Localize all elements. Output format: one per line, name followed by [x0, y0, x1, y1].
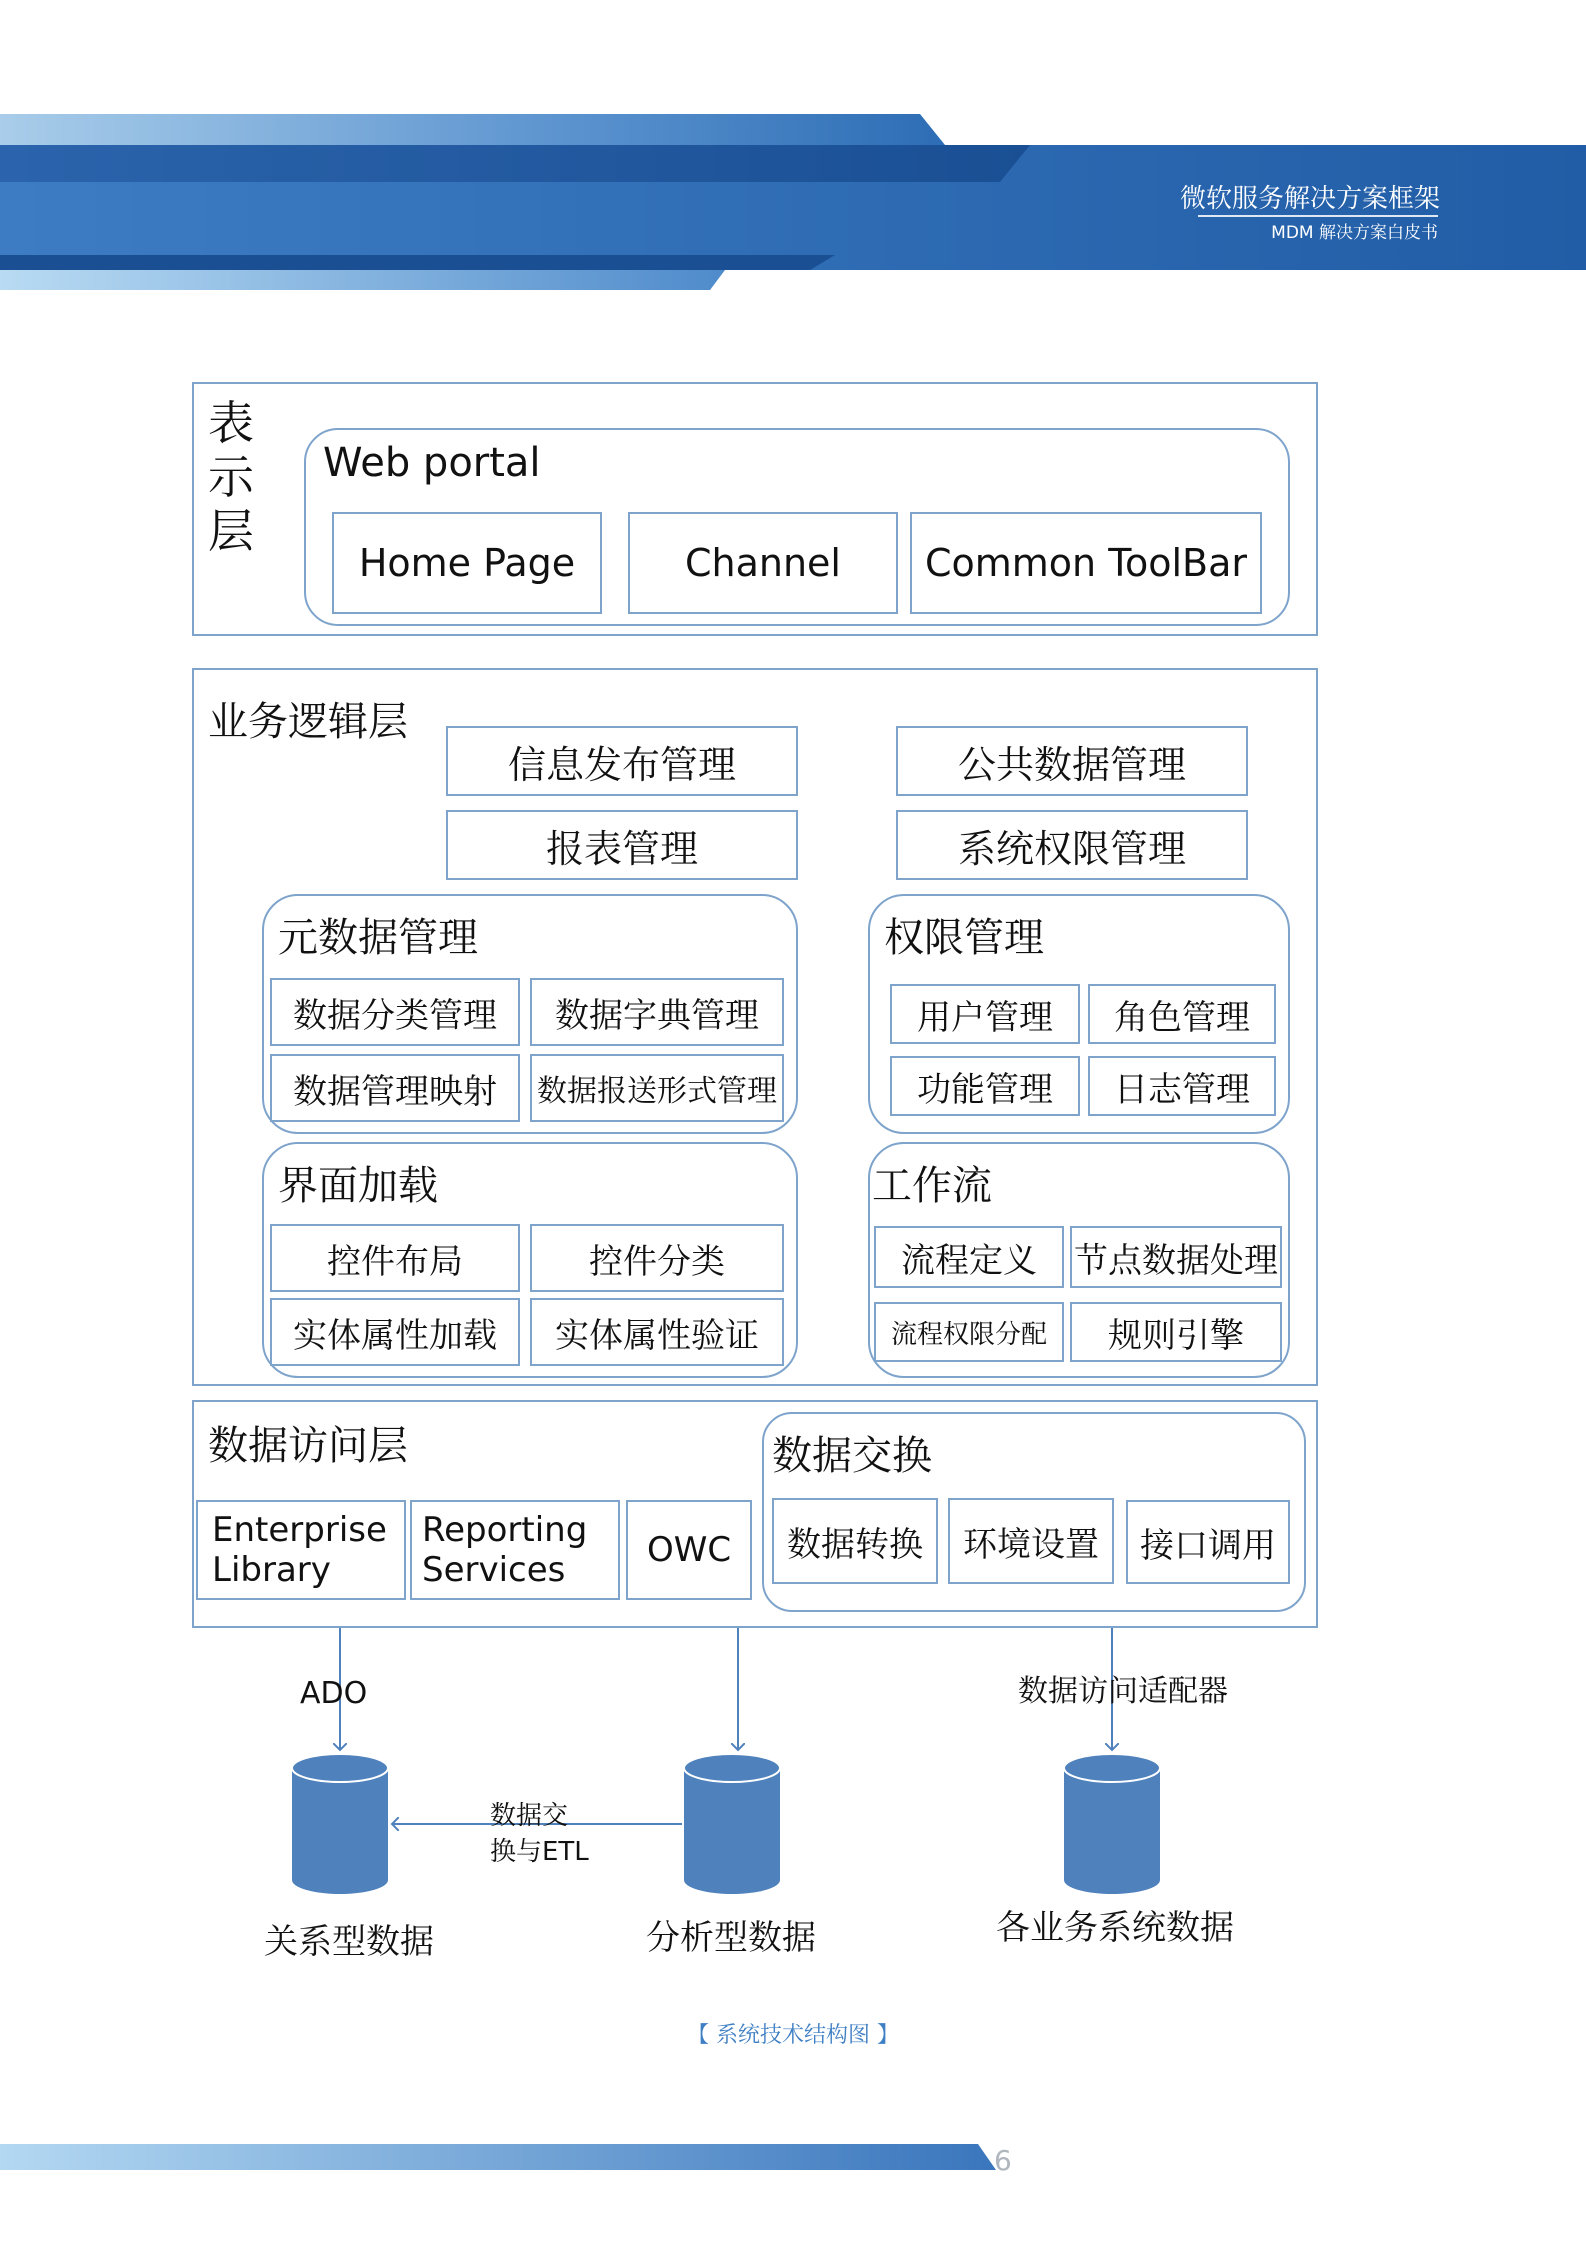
- figure-caption: 【 系统技术结构图 】: [687, 2023, 899, 2048]
- metadata-title: 元数据管理: [278, 915, 478, 961]
- metadata-item: 数据管理映射: [270, 1054, 520, 1122]
- data-exchange-item: 数据转换: [772, 1498, 938, 1584]
- presentation-layer-label: 表示层: [208, 396, 254, 558]
- metadata-item: 数据字典管理: [530, 978, 784, 1046]
- business-layer-label: 业务逻辑层: [208, 699, 408, 745]
- channel-box: Channel: [628, 512, 898, 614]
- ui-loading-title: 界面加载: [278, 1163, 438, 1209]
- web-portal-title: Web portal: [323, 440, 541, 486]
- business-db-icon: [1064, 1754, 1160, 1894]
- page-number: 6: [994, 2144, 1012, 2177]
- workflow-item: 节点数据处理: [1070, 1226, 1282, 1288]
- relational-db-icon: [292, 1754, 388, 1894]
- system-permission-box: 系统权限管理: [896, 810, 1248, 880]
- footer-bar: [0, 2140, 1000, 2176]
- ui-loading-item: 控件分类: [530, 1224, 784, 1292]
- permission-item: 功能管理: [890, 1056, 1080, 1116]
- ado-label: ADO: [300, 1676, 368, 1711]
- owc-box: OWC: [626, 1500, 752, 1600]
- common-toolbar-box: Common ToolBar: [910, 512, 1262, 614]
- metadata-item: 数据报送形式管理: [530, 1054, 784, 1122]
- workflow-item: 规则引擎: [1070, 1302, 1282, 1362]
- analysis-db-icon: [684, 1754, 780, 1894]
- public-data-box: 公共数据管理: [896, 726, 1248, 796]
- ui-loading-item: 控件布局: [270, 1224, 520, 1292]
- workflow-item: 流程定义: [874, 1226, 1064, 1288]
- data-exchange-title: 数据交换: [772, 1433, 932, 1479]
- header-title: 微软服务解决方案框架: [1179, 184, 1440, 214]
- metadata-item: 数据分类管理: [270, 978, 520, 1046]
- permission-item: 用户管理: [890, 984, 1080, 1044]
- data-access-layer-label: 数据访问层: [208, 1423, 408, 1469]
- exchange-etl-label: 数据交 换与ETL: [490, 1801, 589, 1867]
- permission-item: 角色管理: [1088, 984, 1276, 1044]
- analysis-db-label: 分析型数据: [646, 1918, 816, 1958]
- data-exchange-item: 环境设置: [948, 1498, 1114, 1584]
- workflow-item: 流程权限分配: [874, 1302, 1064, 1362]
- reporting-services-box: Reporting Services: [410, 1500, 620, 1600]
- enterprise-library-box: Enterprise Library: [196, 1500, 406, 1600]
- ui-loading-item: 实体属性加载: [270, 1298, 520, 1366]
- workflow-title: 工作流: [872, 1163, 992, 1209]
- adapter-label: 数据访问适配器: [1018, 1674, 1228, 1709]
- permission-item: 日志管理: [1088, 1056, 1276, 1116]
- header-subtitle: MDM 解决方案白皮书: [1271, 223, 1438, 243]
- relational-db-label: 关系型数据: [264, 1922, 434, 1962]
- data-exchange-item: 接口调用: [1126, 1500, 1290, 1584]
- ui-loading-item: 实体属性验证: [530, 1298, 784, 1366]
- home-page-box: Home Page: [332, 512, 602, 614]
- business-db-label: 各业务系统数据: [996, 1908, 1234, 1948]
- report-mgmt-box: 报表管理: [446, 810, 798, 880]
- permission-title: 权限管理: [884, 915, 1044, 961]
- info-publish-box: 信息发布管理: [446, 726, 798, 796]
